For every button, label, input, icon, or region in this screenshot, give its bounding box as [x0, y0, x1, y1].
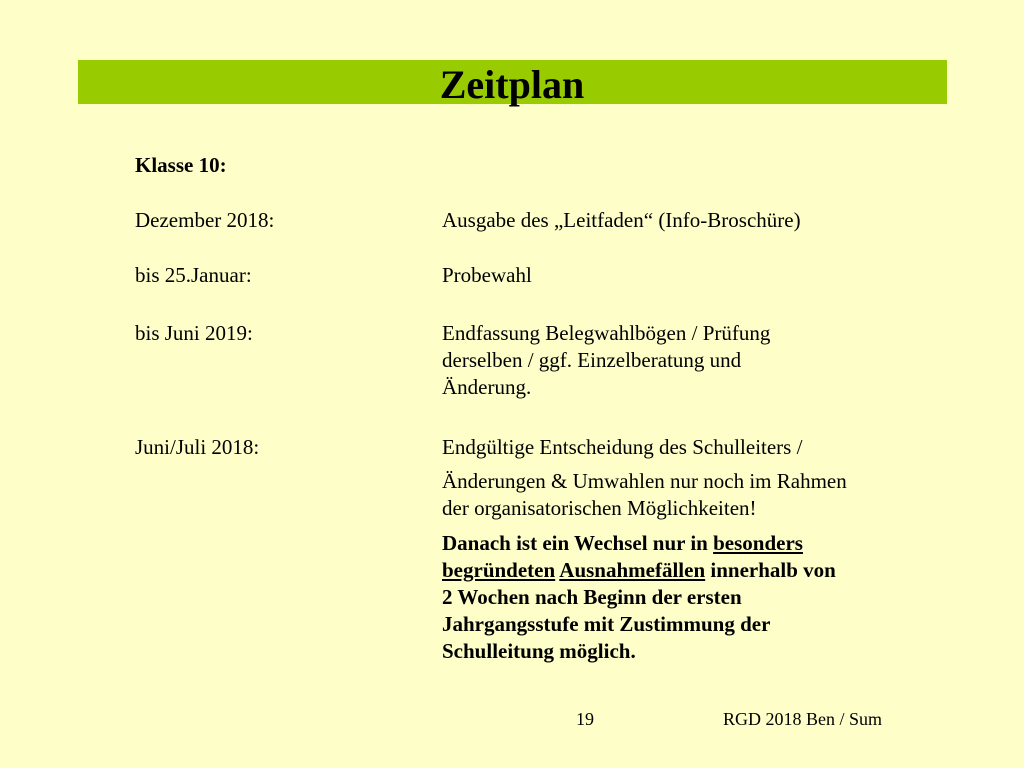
note-line-2 — [442, 557, 836, 583]
row-text-1: Ausgabe des „Leitfaden“ (Info-Broschüre) — [442, 208, 801, 232]
note-emphasis: Ausnahmefällen — [559, 558, 706, 582]
row-date-2: bis 25.Januar: — [135, 263, 252, 287]
page-number: 19 — [576, 709, 594, 729]
footer-credit: RGD 2018 Ben / Sum — [723, 709, 883, 729]
row-text-4-line-1: Endgültige Entscheidung des Schulleiters / — [442, 435, 803, 459]
row-date-3: bis Juni 2019: — [135, 321, 253, 345]
note-emphasis: besonders — [713, 531, 803, 555]
note-line-4: Jahrgangsstufe mit Zustimmung der — [442, 612, 771, 636]
row-text-2: Probewahl — [442, 263, 532, 287]
row-date-4: Juni/Juli 2018: — [135, 435, 260, 459]
row-date-1: Dezember 2018: — [135, 208, 275, 232]
class-heading: Klasse 10: — [135, 153, 227, 177]
slide-title: Zeitplan — [439, 62, 585, 107]
row-text-4-line-2: Änderungen & Umwahlen nur noch im Rahmen — [442, 469, 847, 493]
note-line-3: 2 Wochen nach Beginn der ersten — [442, 585, 742, 609]
row-text-3-line-3: Änderung. — [442, 375, 532, 399]
row-text-3-line-2: derselben / ggf. Einzelberatung und — [442, 348, 742, 372]
row-text-4-line-3: der organisatorischen Möglichkeiten! — [442, 496, 757, 520]
note-text: Danach ist ein Wechsel nur in — [442, 531, 714, 555]
note-line-1 — [442, 530, 803, 556]
note-emphasis: begründeten — [442, 558, 556, 582]
note-line-5: Schulleitung möglich. — [442, 639, 636, 663]
note-text: innerhalb von — [705, 558, 836, 582]
row-text-3-line-1: Endfassung Belegwahlbögen / Prüfung — [442, 321, 771, 345]
